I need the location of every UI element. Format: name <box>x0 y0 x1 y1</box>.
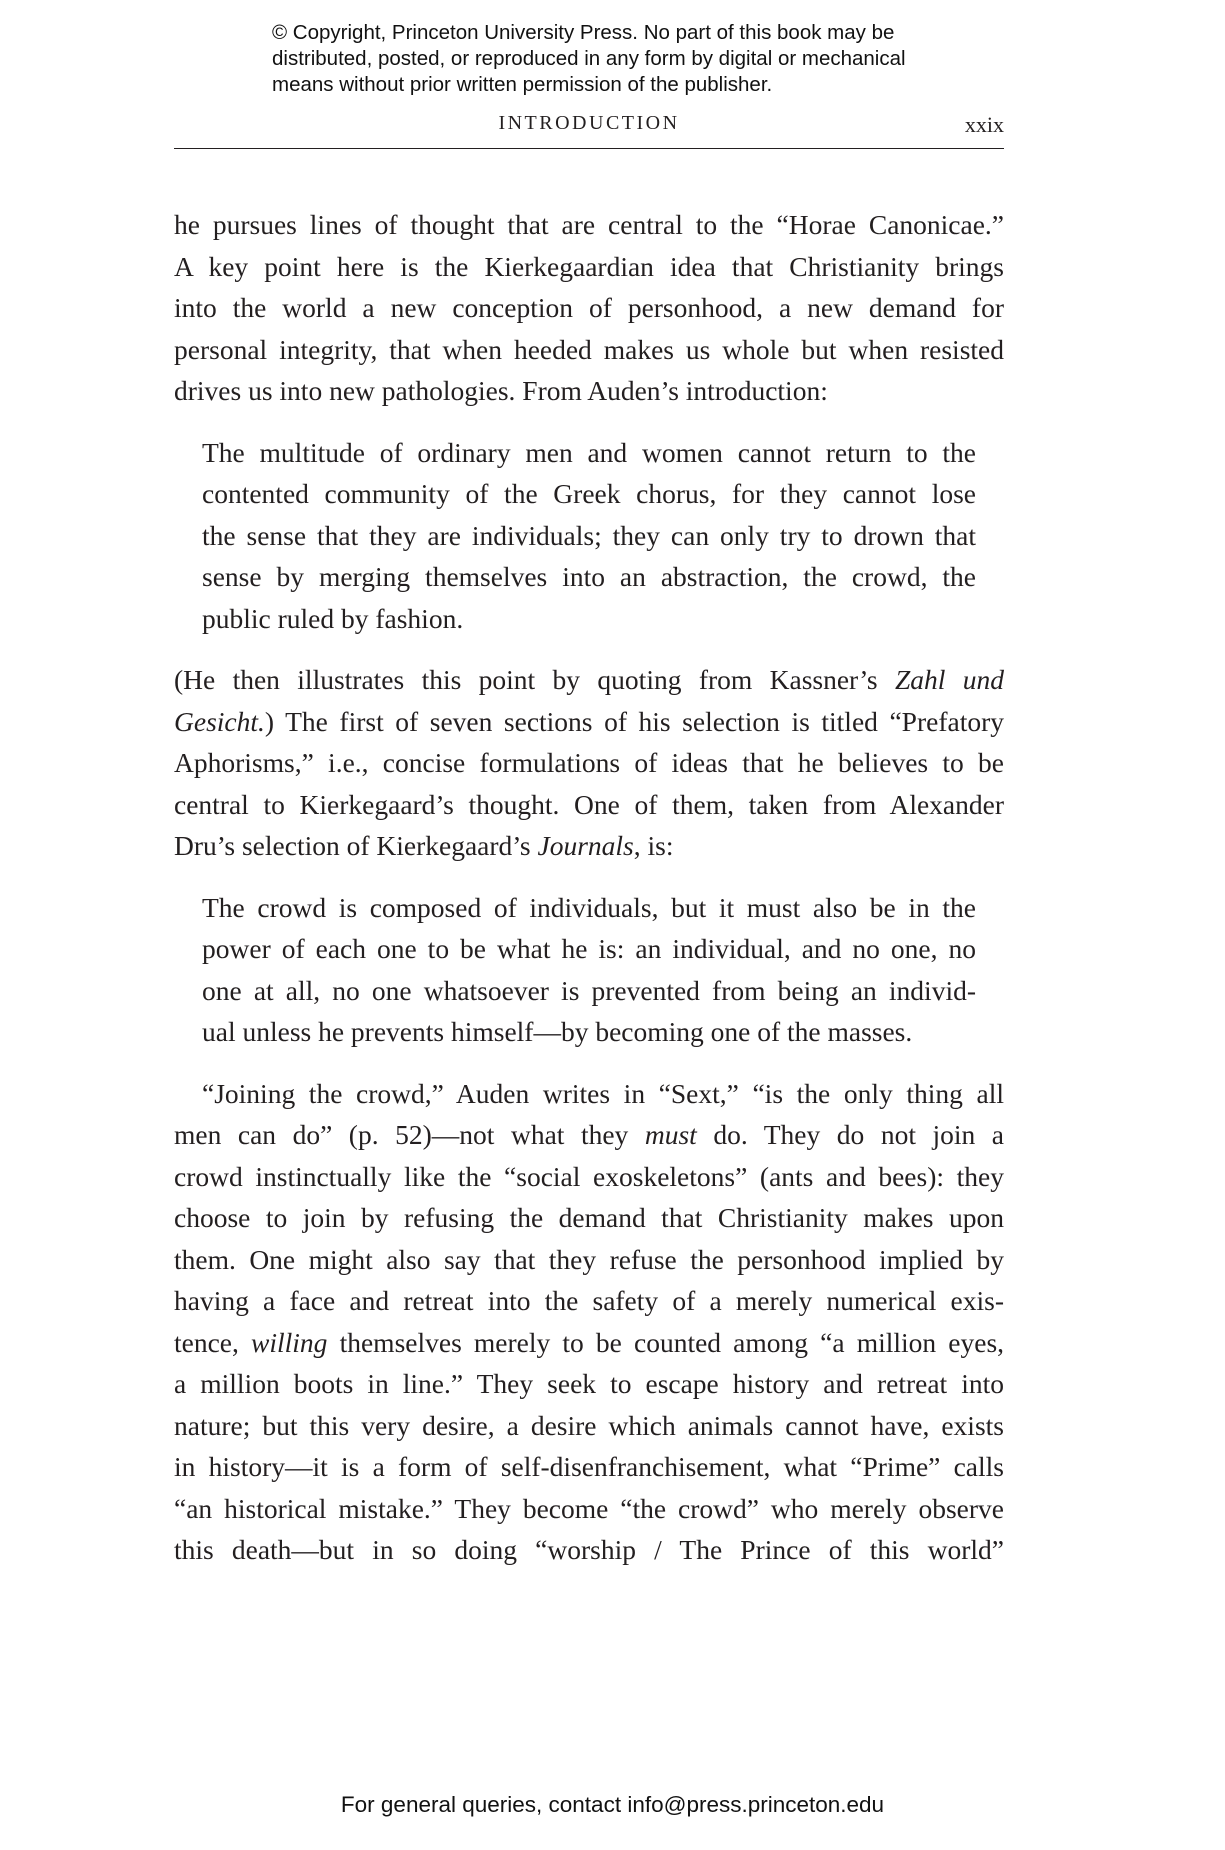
quote-line: the sense that they are individuals; they can only try to drown that <box>202 519 976 551</box>
quote-line: The crowd is composed of individuals, but it must also be in the <box>202 891 976 923</box>
text-run: men can do” (p. 52)—not what they <box>174 1119 629 1150</box>
paragraph <box>174 659 1004 867</box>
text-line <box>174 1114 1004 1156</box>
quote-line: power of each one to be what he is: an individual, and no one, no <box>202 933 976 964</box>
copyright-line: distributed, posted, or reproduced in any form by digital or mechanical <box>272 47 906 70</box>
block-quote <box>202 887 976 1053</box>
copyright-line: © Copyright, Princeton University Press. No part of this book may be <box>272 21 895 44</box>
italic-word: willing <box>251 1326 328 1358</box>
text-line: in history—it is a form of self-disenfranchisement, what “Prime” calls <box>174 1451 1004 1482</box>
text-line <box>174 1322 1004 1364</box>
paragraph <box>174 204 1004 412</box>
text-line: central to Kierkegaard’s thought. One of them, taken from Alexander <box>174 788 1004 820</box>
text-line: them. One might also say that they refuse the personhood implied by <box>174 1243 1004 1275</box>
paragraph <box>174 1073 1004 1571</box>
text-run: do. They do not join a <box>713 1119 1005 1150</box>
text-line: choose to join by refusing the demand that Christianity makes upon <box>174 1202 1004 1233</box>
quote-line: public ruled by fashion. <box>202 602 464 634</box>
text-line: he pursues lines of thought that are central to the “Horae Canonicae.” <box>174 209 1004 240</box>
quote-line: ual unless he prevents himself—by becoming one of the masses. <box>202 1016 913 1047</box>
copyright-notice <box>272 20 1032 98</box>
italic-word: must <box>644 1119 697 1150</box>
text-run: tence, <box>174 1326 239 1358</box>
copyright-line: means without prior written permission of the publisher. <box>272 73 773 96</box>
page-body <box>174 204 1004 1571</box>
text-line: this death—but in so doing “worship / The Prince of this world” <box>174 1534 1004 1565</box>
quote-line: The multitude of ordinary men and women cannot return to the <box>202 436 976 468</box>
quote-line: sense by merging themselves into an abstraction, the crowd, the <box>202 561 976 592</box>
text-run: themselves merely to be counted among “a million eyes, <box>339 1326 1005 1358</box>
text-line: Aphorisms,” i.e., concise formulations of ideas that he believes to be <box>174 747 1004 778</box>
text-line: a million boots in line.” They seek to escape history and retreat into <box>174 1368 1004 1399</box>
text-line: A key point here is the Kierkegaardian idea that Christianity brings <box>174 250 1004 282</box>
italic-title: Zahl und <box>894 664 1004 695</box>
chapter-title: INTRODUCTION <box>498 112 680 134</box>
text-line: nature; but this very desire, a desire which animals cannot have, exists <box>174 1409 1004 1441</box>
footer-contact: For general queries, contact info@press.princeton.edu <box>340 1792 885 1817</box>
text-line <box>174 701 1004 743</box>
running-head <box>174 112 1004 149</box>
text-run: Dru’s selection of Kierkegaard’s <box>174 830 531 861</box>
text-line: crowd instinctually like the “social exoskeletons” (ants and bees): they <box>174 1160 1004 1192</box>
text-line <box>174 825 1004 867</box>
block-quote <box>202 432 976 640</box>
italic-title: Gesicht. <box>174 705 265 737</box>
italic-title: Journals <box>537 830 634 861</box>
text-line: personal integrity, that when heeded makes us whole but when resisted <box>174 333 1004 365</box>
text-line: “an historical mistake.” They become “the crowd” who merely observe <box>174 1492 1004 1524</box>
text-line: into the world a new conception of personhood, a new demand for <box>174 292 1004 323</box>
text-run: ) The first of seven sections of his selection is titled “Prefatory <box>264 705 1004 737</box>
text-run: , is: <box>633 830 674 861</box>
text-line: “Joining the crowd,” Auden writes in “Sext,” “is the only thing all <box>202 1077 1004 1109</box>
quote-line: contented community of the Greek chorus, for they cannot lose <box>202 478 976 509</box>
page-number: xxix <box>964 112 1004 137</box>
quote-line: one at all, no one whatsoever is prevented from being an individ- <box>202 974 976 1006</box>
text-line: having a face and retreat into the safety of a merely numerical exis- <box>174 1285 1004 1316</box>
text-line: drives us into new pathologies. From Auden’s introduction: <box>174 375 828 406</box>
text-run: (He then illustrates this point by quoting from Kassner’s <box>174 664 878 695</box>
text-line <box>174 659 1004 701</box>
